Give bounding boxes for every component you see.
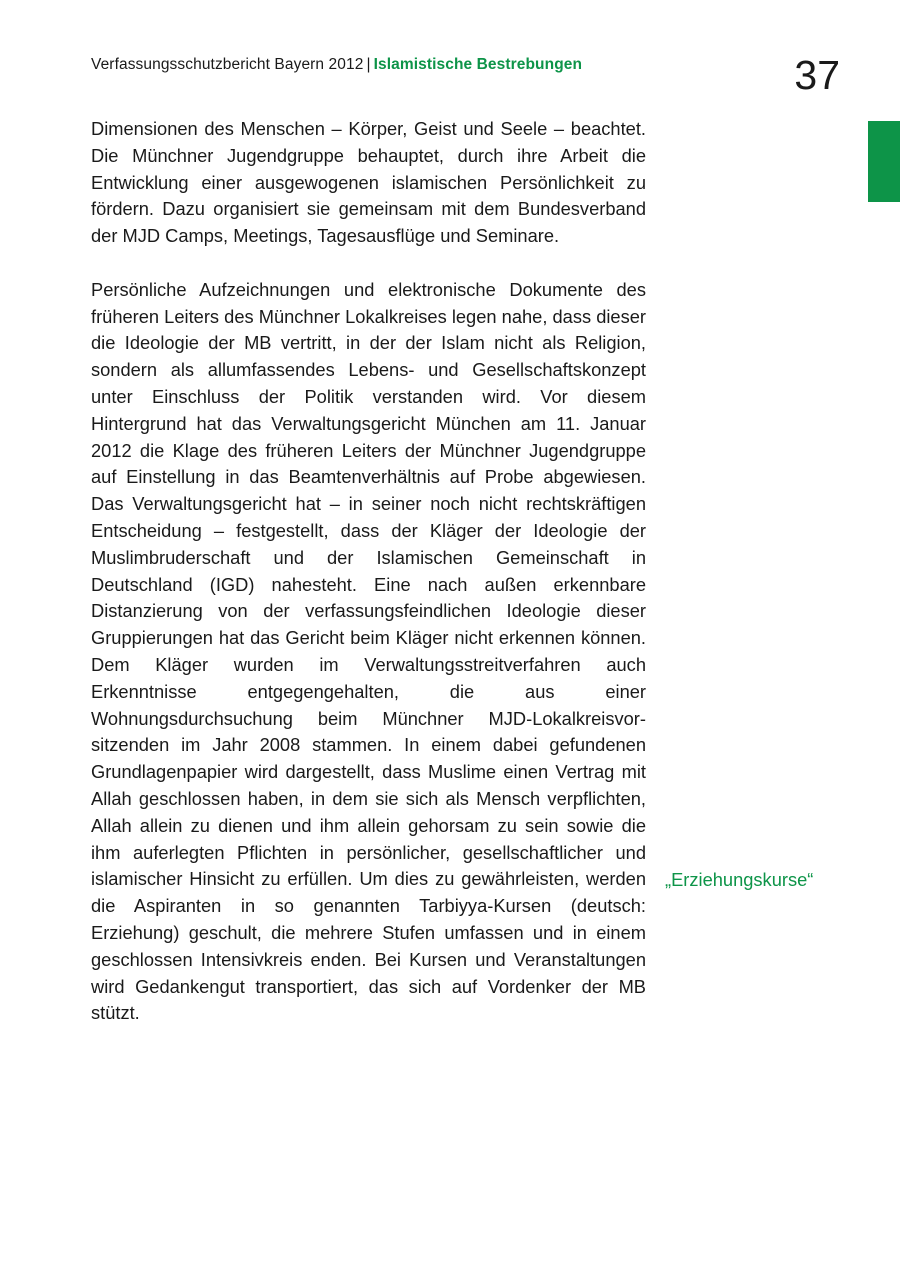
running-header [91,56,582,74]
section-title: Islamistische Bestrebungen [373,56,583,73]
publication-title: Verfassungsschutzbericht Bayern 2012 [91,56,364,73]
body-text [91,116,646,1027]
paragraph-1: Dimensionen des Menschen – Körper, Geist und Seele – beachtet. Die Münchner Jugendgruppe behauptet, durch ihre Arbeit die Entwicklung einer ausgewogenen islamischen Persönlichkeit zu fördern. Dazu organisiert sie gemeinsam mit dem Bundesverband der MJD Camps, Meetings, Tagesausflüge und Seminare. [91,118,646,247]
chapter-tab-marker [868,121,900,202]
header-separator: | [366,56,371,73]
margin-note: „Erziehungskurse“ [665,869,814,890]
page-number: 37 [794,52,840,98]
paragraph-2: Persönliche Aufzeichnungen und elektronische Dokumente des früheren Leiters des Münchner Lokalkreises legen nahe, dass dieser die Ideologie der MB vertritt, in der der Islam nicht als Religion, sondern als allumfassendes Lebens- und Gesellschaftskonzept unter Einschluss der Politik verstanden wird. Vor diesem Hintergrund hat das Verwaltungsgericht München am 11. Januar 2012 die Klage des früheren Leiters der Münchner Jugendgruppe auf Einstellung in das Beamtenverhältnis auf Probe abgewiesen. Das Verwaltungsgericht hat – in seiner noch nicht rechtskräftigen Entscheidung – festgestellt, dass der Kläger der Ideologie der Muslimbruderschaft und der Islamischen Gemeinschaft in Deutschland (IGD) nahesteht. Eine nach außen erkennbare Distanzierung von der verfassungsfeindlichen Ideologie dieser Gruppierungen hat das Gericht beim Kläger nicht erkennen können. Dem Kläger wurden im Verwaltungsstreitverfahren auch Erkenntnisse entgegengehalten, die aus einer Wohnungsdurchsuchung beim Münchner MJD-Lokalkreisvorsitzenden im Jahr 2008 stammen. In einem dabei gefundenen Grundlagenpapier wird dargestellt, dass Muslime einen Vertrag mit Allah geschlossen haben, in dem sie sich als Mensch verpflichten, Allah allein zu dienen und ihm allein gehorsam zu sein sowie die ihm auferlegten Pflichten in persönlicher, gesellschaftlicher und islamischer Hinsicht zu erfüllen. Um dies zu gewährleisten, werden die Aspiranten in so genannten Tarbiyya-Kursen (deutsch: Erziehung) geschult, die mehrere Stufen umfassen und in einem geschlossen Intensivkreis enden. Bei Kursen und Veranstaltungen wird Gedankengut transportiert, das sich auf Vordenker der MB stützt. [91,278,646,1024]
